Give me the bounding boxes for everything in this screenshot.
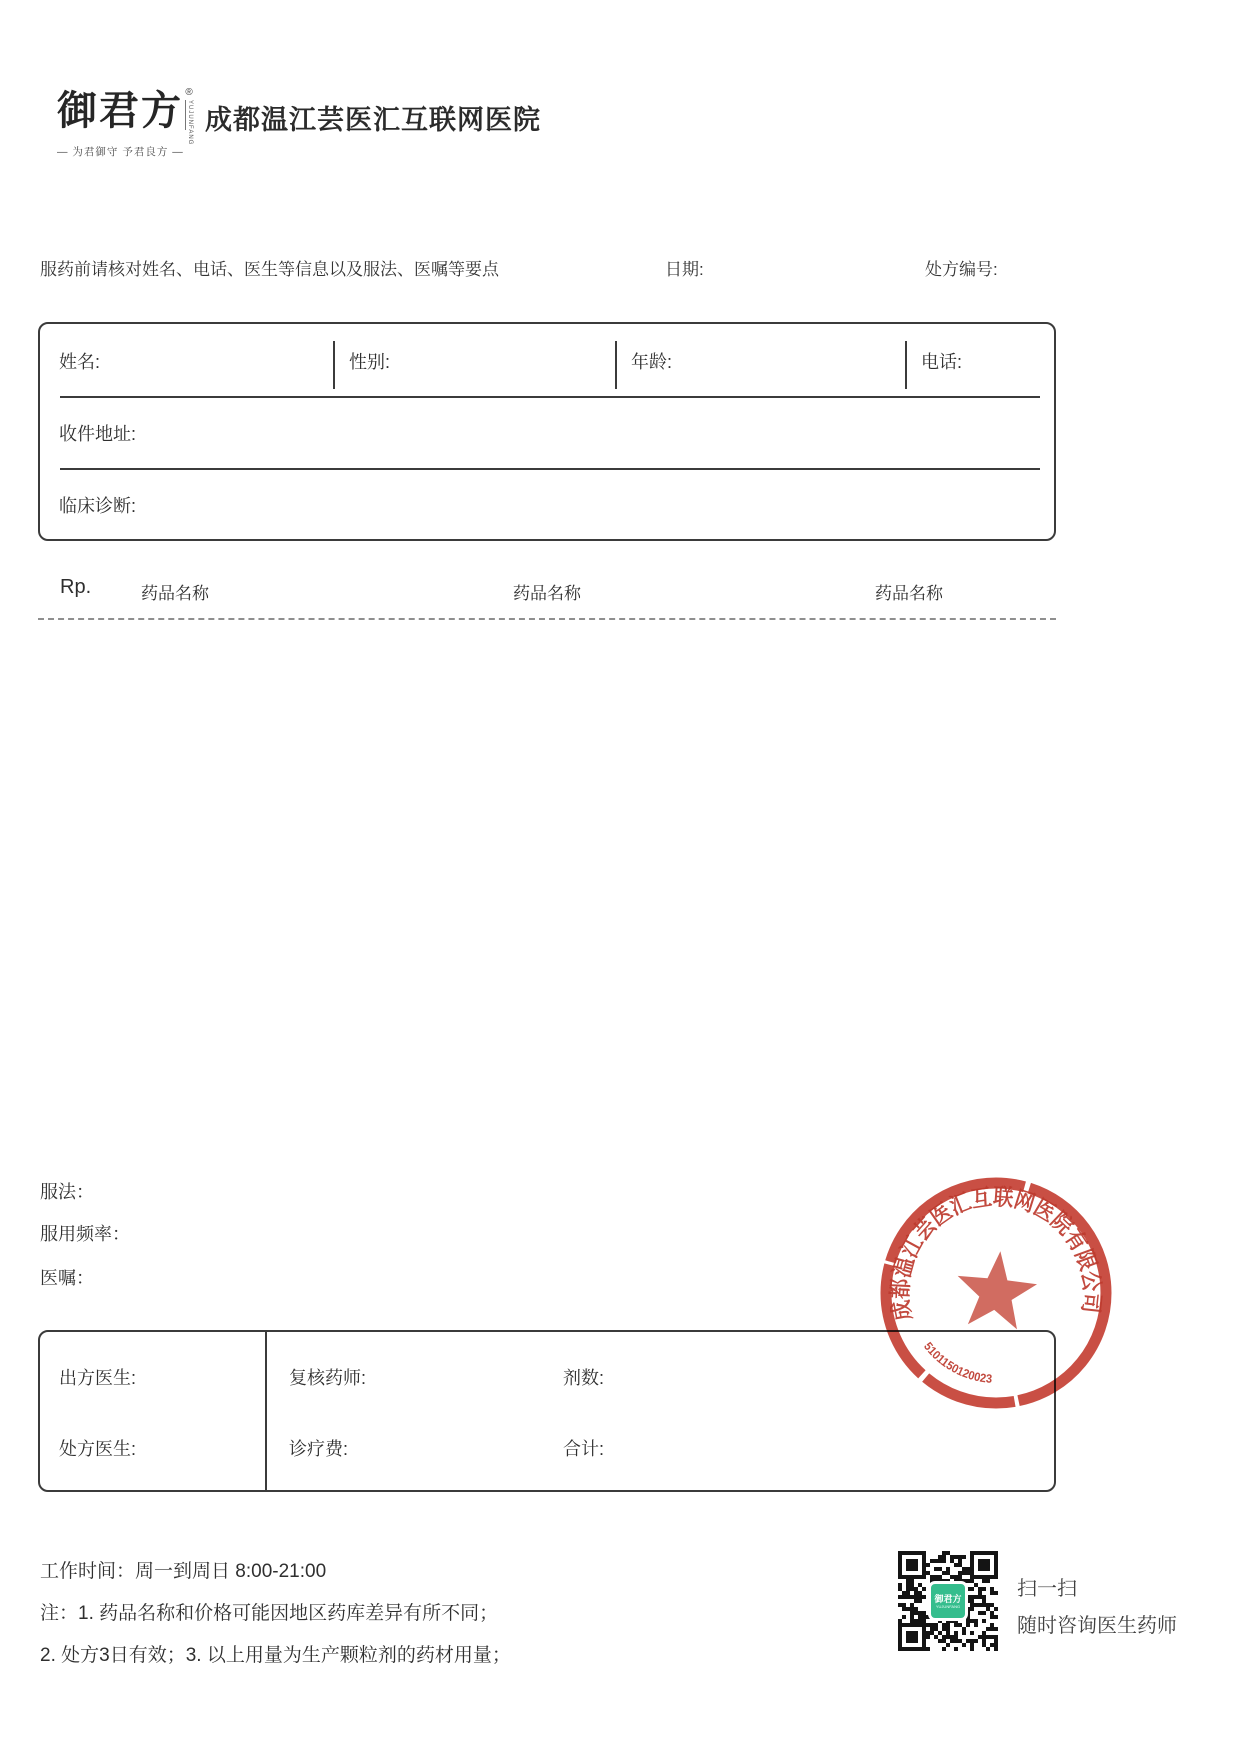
doctor-advice-label: 医嘱： bbox=[40, 1268, 94, 1288]
seal-serial-number: 5101150120023 bbox=[921, 1339, 994, 1386]
column-divider bbox=[615, 341, 617, 389]
total-label: 合计: bbox=[563, 1439, 605, 1459]
medicine-column-header: 药品名称 bbox=[513, 584, 581, 603]
issuing-doctor-label: 出方医生: bbox=[59, 1368, 137, 1388]
brand-name: 御君方 bbox=[57, 87, 183, 134]
prescription-number-label: 处方编号: bbox=[925, 260, 998, 279]
seal-company-name: 成都温江芸医汇互联网医院有限公司 bbox=[886, 1183, 1106, 1323]
dose-count-label: 剂数: bbox=[563, 1368, 605, 1388]
date-label: 日期: bbox=[665, 260, 704, 279]
footnote-1: 注：1. 药品名称和价格可能因地区药库差异有所不同； bbox=[40, 1603, 499, 1624]
column-divider bbox=[265, 1332, 267, 1490]
name-label: 姓名: bbox=[59, 352, 101, 372]
scan-subtitle: 随时咨询医生药师 bbox=[1017, 1615, 1177, 1637]
brand-tagline: — 为君御守 予君良方 — bbox=[57, 146, 184, 158]
diagnosis-label: 临床诊断: bbox=[59, 496, 137, 516]
medicine-column-header: 药品名称 bbox=[875, 584, 943, 603]
hospital-title: 成都温江芸医汇互联网医院 bbox=[205, 105, 541, 135]
medicine-column-header: 药品名称 bbox=[141, 584, 209, 603]
consult-qr-code bbox=[898, 1551, 998, 1651]
brand-logo bbox=[57, 88, 207, 159]
medication-notice: 服药前请核对姓名、电话、医生等信息以及服法、医嘱等要点 bbox=[40, 260, 499, 279]
age-label: 年龄: bbox=[631, 352, 673, 372]
qr-center-brand: 御君方 bbox=[934, 1593, 962, 1604]
hospital-seal-stamp bbox=[866, 1163, 1126, 1423]
brand-romanization: YUJUNFANG bbox=[187, 100, 193, 146]
registered-trademark-icon: ® bbox=[185, 87, 193, 98]
qr-center-logo bbox=[928, 1581, 968, 1621]
rp-label: Rp. bbox=[60, 576, 92, 598]
consult-fee-label: 诊疗费: bbox=[289, 1439, 349, 1459]
gender-label: 性别: bbox=[349, 352, 391, 372]
phone-label: 电话: bbox=[921, 352, 963, 372]
scan-title: 扫一扫 bbox=[1017, 1578, 1077, 1600]
patient-info-box bbox=[38, 322, 1056, 541]
column-divider bbox=[333, 341, 335, 389]
usage-frequency-label: 服用频率： bbox=[40, 1224, 130, 1244]
reviewing-pharmacist-label: 复核药师: bbox=[289, 1368, 367, 1388]
seal-star-icon bbox=[953, 1247, 1040, 1331]
usage-method-label: 服法： bbox=[40, 1182, 94, 1202]
row-divider bbox=[60, 396, 1040, 398]
row-divider bbox=[60, 468, 1040, 470]
address-label: 收件地址: bbox=[59, 424, 137, 444]
column-divider bbox=[905, 341, 907, 389]
rx-separator-line bbox=[38, 618, 1056, 620]
prescribing-doctor-label: 处方医生: bbox=[59, 1439, 137, 1459]
qr-center-subtext: YUJUNFANG bbox=[935, 1603, 961, 1609]
working-hours: 工作时间：周一到周日 8:00-21:00 bbox=[40, 1561, 327, 1582]
footnote-2: 2. 处方3日有效；3. 以上用量为生产颗粒剂的药材用量； bbox=[40, 1645, 511, 1666]
